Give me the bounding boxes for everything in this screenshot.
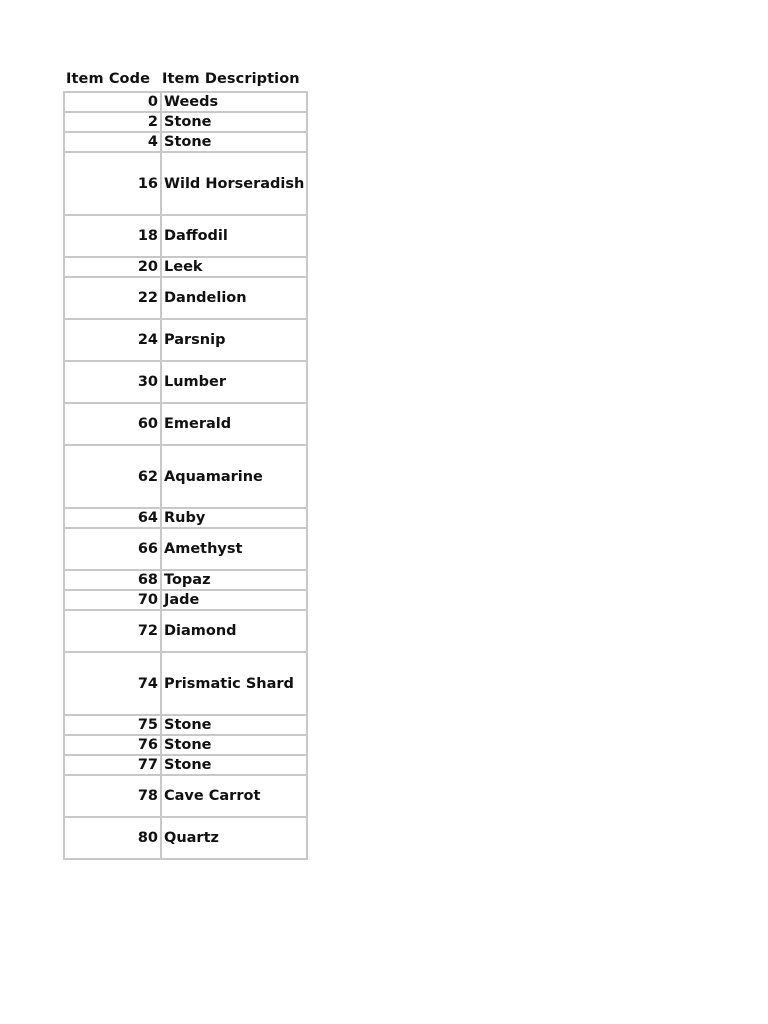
item-code-cell: 78 <box>64 775 161 817</box>
item-table <box>63 91 308 860</box>
table-row <box>64 508 307 528</box>
table-row <box>64 257 307 277</box>
table-row <box>64 319 307 361</box>
table-row <box>64 715 307 735</box>
item-description-cell: Weeds <box>161 92 307 112</box>
item-description-cell: Topaz <box>161 570 307 590</box>
item-code-cell: 20 <box>64 257 161 277</box>
item-code-cell: 2 <box>64 112 161 132</box>
item-description-cell: Amethyst <box>161 528 307 570</box>
item-code-cell: 68 <box>64 570 161 590</box>
item-description-header: Item Description <box>162 71 300 87</box>
table-row <box>64 590 307 610</box>
item-description-cell: Daffodil <box>161 215 307 257</box>
item-description-cell: Stone <box>161 755 307 775</box>
item-code-cell: 0 <box>64 92 161 112</box>
item-description-cell: Stone <box>161 715 307 735</box>
item-code-cell: 18 <box>64 215 161 257</box>
item-code-cell: 60 <box>64 403 161 445</box>
item-description-cell: Diamond <box>161 610 307 652</box>
item-description-cell: Stone <box>161 132 307 152</box>
item-code-cell: 70 <box>64 590 161 610</box>
item-code-cell: 80 <box>64 817 161 859</box>
item-code-cell: 72 <box>64 610 161 652</box>
item-description-cell: Emerald <box>161 403 307 445</box>
table-row <box>64 215 307 257</box>
table-row <box>64 735 307 755</box>
item-code-cell: 4 <box>64 132 161 152</box>
table-row <box>64 152 307 215</box>
item-description-cell: Parsnip <box>161 319 307 361</box>
table-row <box>64 775 307 817</box>
item-description-cell: Aquamarine <box>161 445 307 508</box>
item-description-cell: Stone <box>161 735 307 755</box>
item-description-cell: Lumber <box>161 361 307 403</box>
item-description-cell: Dandelion <box>161 277 307 319</box>
item-description-cell: Jade <box>161 590 307 610</box>
item-description-cell: Prismatic Shard <box>161 652 307 715</box>
item-description-cell: Ruby <box>161 508 307 528</box>
item-code-cell: 76 <box>64 735 161 755</box>
item-code-cell: 64 <box>64 508 161 528</box>
item-code-cell: 66 <box>64 528 161 570</box>
item-code-cell: 77 <box>64 755 161 775</box>
item-code-cell: 74 <box>64 652 161 715</box>
table-row <box>64 132 307 152</box>
item-code-header: Item Code <box>66 71 151 87</box>
item-description-cell: Quartz <box>161 817 307 859</box>
table-row <box>64 528 307 570</box>
item-code-cell: 30 <box>64 361 161 403</box>
item-code-cell: 22 <box>64 277 161 319</box>
table-row <box>64 755 307 775</box>
table-row <box>64 361 307 403</box>
item-description-cell: Leek <box>161 257 307 277</box>
item-code-cell: 24 <box>64 319 161 361</box>
table-row <box>64 445 307 508</box>
table-row <box>64 277 307 319</box>
item-code-cell: 16 <box>64 152 161 215</box>
table-row <box>64 652 307 715</box>
table-row <box>64 817 307 859</box>
item-code-cell: 75 <box>64 715 161 735</box>
table-row <box>64 112 307 132</box>
table-row <box>64 403 307 445</box>
table-row <box>64 92 307 112</box>
item-description-cell: Stone <box>161 112 307 132</box>
table-header <box>66 69 300 89</box>
table-row <box>64 610 307 652</box>
item-code-cell: 62 <box>64 445 161 508</box>
item-description-cell: Cave Carrot <box>161 775 307 817</box>
item-description-cell: Wild Horseradish <box>161 152 307 215</box>
table-row <box>64 570 307 590</box>
